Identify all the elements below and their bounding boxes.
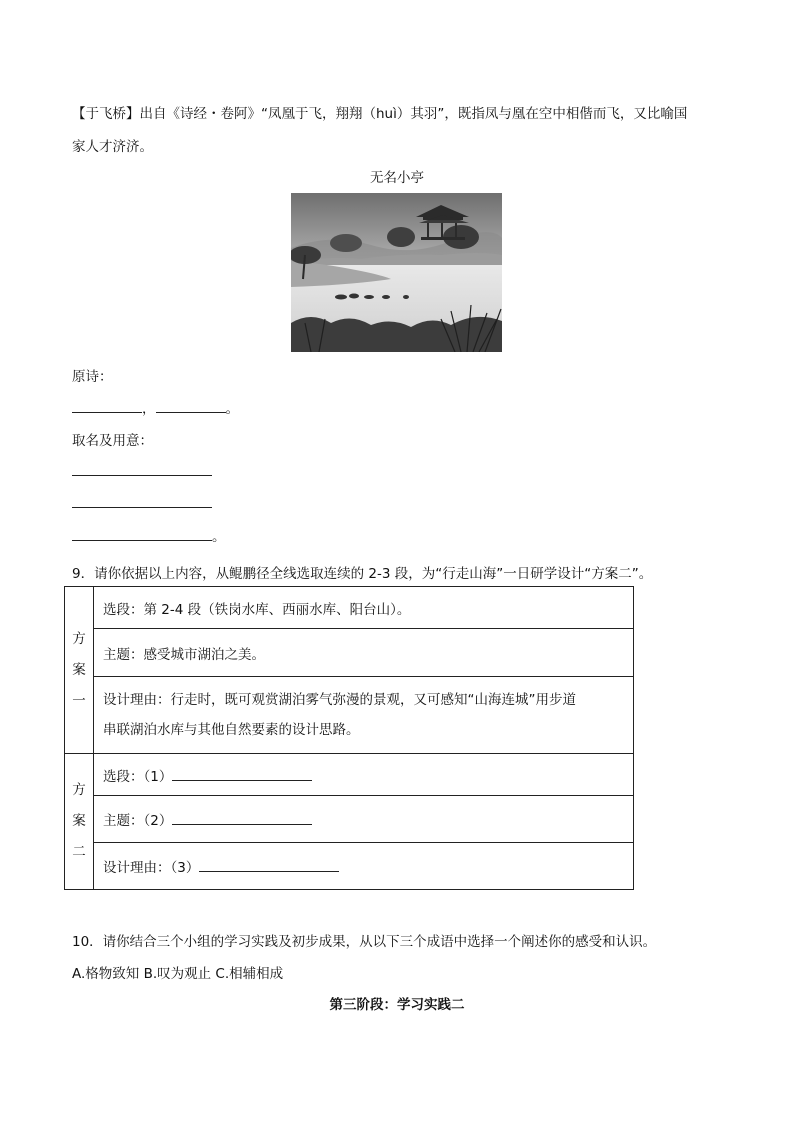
poem-comma: ，	[142, 401, 156, 417]
plan1-reason-line-1: 设计理由：行走时，既可观赏湖泊雾气弥漫的景观，又可感知“山海连城”用步道	[103, 692, 576, 708]
naming-blank-1[interactable]	[72, 461, 212, 476]
plan2-side-char-3: 二	[72, 844, 86, 860]
poem-blank-1[interactable]	[72, 398, 142, 413]
plan1-side-label	[65, 587, 94, 754]
plan1-theme: 主题：感受城市湖泊之美。	[94, 629, 634, 677]
plan2-theme-blank[interactable]	[172, 810, 312, 825]
plan2-side-char-2: 案	[72, 813, 86, 829]
plan1-reason-cell	[94, 677, 634, 754]
poem-blank-2[interactable]	[156, 398, 226, 413]
plan2-side-label	[65, 754, 94, 890]
poem-end: 。	[225, 401, 239, 417]
plan-table	[64, 586, 634, 890]
poem-answer-row	[72, 397, 239, 417]
poem-label: 原诗：	[72, 369, 113, 385]
naming-label: 取名及用意：	[72, 433, 153, 449]
plan2-side-char-1: 方	[72, 782, 86, 798]
plan1-side-char-1: 方	[72, 630, 86, 647]
plan2-reason-blank[interactable]	[199, 857, 339, 872]
q10-prompt: 10．请你结合三个小组的学习实践及初步成果，从以下三个成语中选择一个阐述你的感受和认识。	[72, 934, 657, 950]
intro-line-1: 【于飞桥】出自《诗经・卷阿》“凤凰于飞，翔翔（huì）其羽”，既指凤与凰在空中相偕而飞，又比喻国	[72, 106, 688, 122]
naming-blank-2[interactable]	[72, 493, 212, 508]
plan2-segment-cell	[94, 754, 634, 796]
naming-blank-row-3	[72, 525, 226, 545]
section-title: 第三阶段：学习实践二	[329, 997, 465, 1013]
figure-caption: 无名小亭	[370, 170, 424, 186]
plan1-reason-line-2: 串联湖泊水库与其他自然要素的设计思路。	[103, 722, 360, 738]
plan2-segment-label: 选段：（1）	[103, 768, 173, 785]
plan2-segment-blank[interactable]	[172, 766, 312, 781]
naming-end: 。	[212, 529, 226, 545]
naming-blank-row-1	[72, 461, 212, 480]
q10-options: A.格物致知 B.叹为观止 C.相辅相成	[72, 966, 284, 982]
q9-prompt: 9．请你依据以上内容，从鲲鹏径全线选取连续的 2-3 段，为“行走山海”一日研学设计“方案二”。	[72, 566, 653, 582]
naming-blank-row-2	[72, 493, 212, 512]
plan2-theme-label: 主题：（2）	[103, 813, 173, 829]
naming-blank-3[interactable]	[72, 526, 212, 541]
plan1-side-char-2: 案	[72, 661, 86, 678]
plan1-side-char-3: 一	[72, 692, 86, 709]
plan1-segment: 选段：第 2-4 段（铁岗水库、西丽水库、阳台山）。	[94, 587, 634, 629]
pavilion-ink-painting	[291, 193, 502, 352]
plan2-reason-label: 设计理由：（3）	[103, 860, 200, 876]
plan2-reason-cell	[94, 843, 634, 890]
plan2-theme-cell	[94, 796, 634, 843]
intro-line-2: 家人才济济。	[72, 139, 153, 155]
